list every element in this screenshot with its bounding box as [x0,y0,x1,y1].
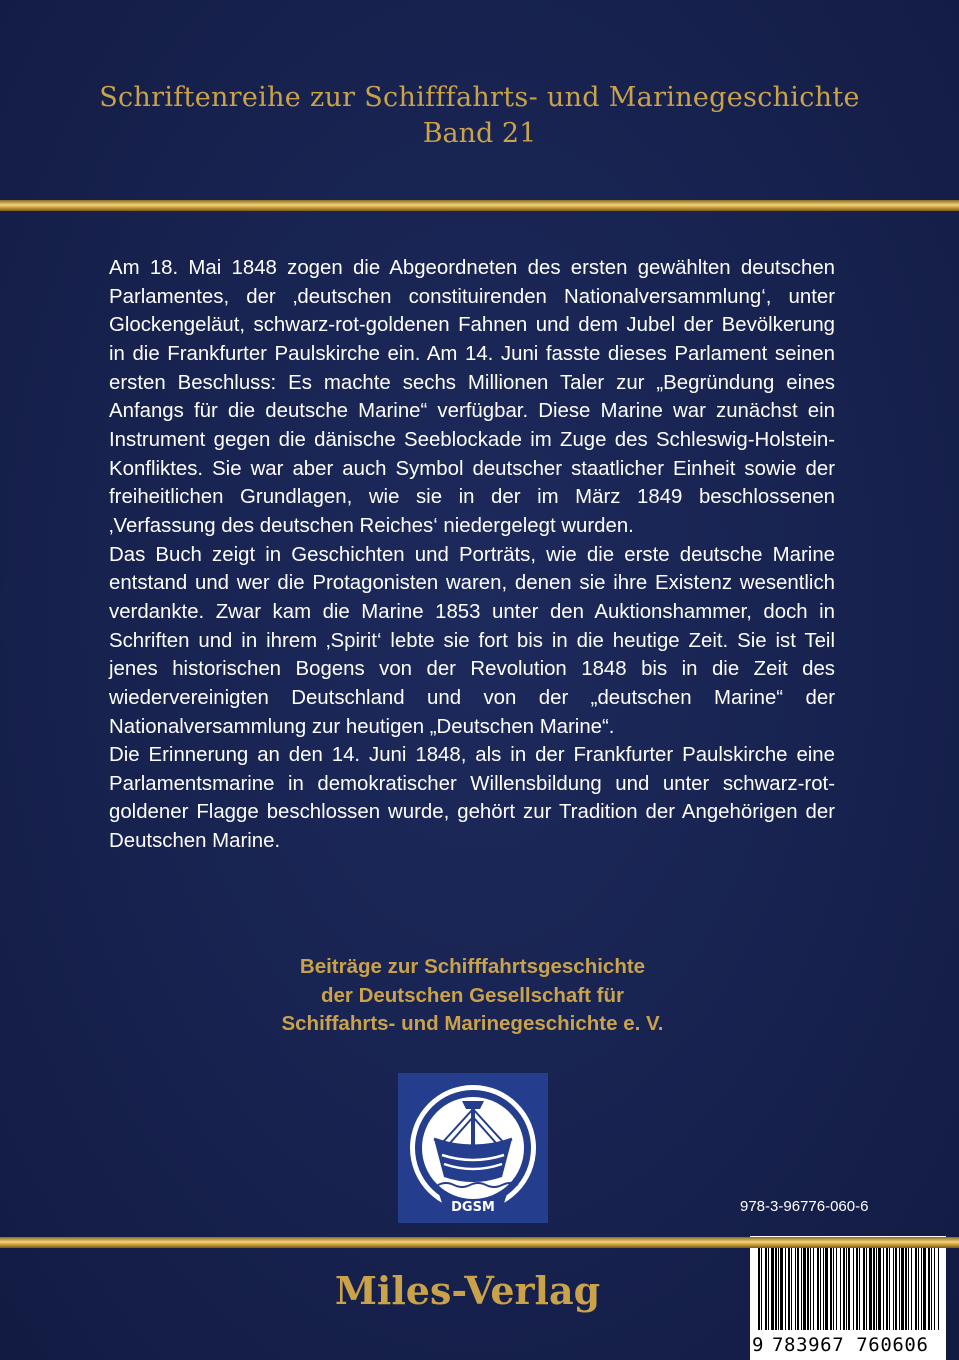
barcode-digit-groups: 783967 760606 [772,1334,929,1356]
blurb-paragraph-2: Das Buch zeigt in Geschichten und Porträts, wie die erste deutsche Marine entstand und wer die Protagonisten waren, denen sie ihre Existenz wesentlich verdankte. Zwar kam die Marine 1853 unter den Auktionshammer, doch in Schriften und in ihrem ‚Spirit‘ lebte sie fort bis in die heutige Zeit. Sie ist Teil jenes historischen Bogens von der Revolution 1848 bis in die Zeit des wiedervereinigten Deutschland und von der „deutschen Marine“ der Nationalversammlung zur heutigen „Deutschen Marine“. [109,543,835,738]
blurb-text [109,254,835,856]
blurb-paragraph-3: Die Erinnerung an den 14. Juni 1848, als in der Frankfurter Paulskirche eine Parlamentsmarine in demokratischer Willensbildung und unter schwarz-rot-goldener Flagge beschlossen wurde, gehört zur Tradition der Angehörigen der Deutschen Marine. [109,744,835,853]
barcode-digits [750,1332,946,1358]
barcode-bar [938,1240,939,1330]
contribution-line-2: der Deutschen Gesellschaft für [320,983,625,1007]
contribution-line-1: Beiträge zur Schifffahrtsgeschichte [299,955,646,978]
series-contribution-note [0,953,945,1039]
logo-label: DGSM [451,1200,495,1215]
dgsm-logo [398,1073,548,1223]
isbn-number: 978-3-96776-060-6 [740,1198,869,1215]
series-title: Schriftenreihe zur Schifffahrts- und Marinegeschichte [99,82,860,113]
ship-seal-icon [398,1073,548,1223]
contribution-line-3: Schiffahrts- und Marinegeschichte e. V. [281,1012,664,1035]
gold-divider-bottom [0,1237,959,1248]
gold-divider-top [0,200,959,211]
barcode-lead-digit: 9 [752,1334,764,1356]
series-volume: Band 21 [422,118,537,149]
blurb-paragraph-1: Am 18. Mai 1848 zogen die Abgeordneten des ersten gewählten deutschen Parlamentes, der ‚deutschen constituirenden Nationalversammlung‘, unter Glockengeläut, schwarz-rot-goldenen Fahnen und dem Jubel der Bevölkerung in die Frankfurter Paulskirche ein. Am 14. Juni fasste dieses Parlament seinen ersten Beschluss: Es machte sechs Millionen Taler zur „Begründung eines Anfangs für die deutsche Marine“ verfügbar. Diese Marine war zunächst ein Instrument gegen die dänische Seeblockade im Zuge des Schleswig-Holstein-Konfliktes. Sie war aber auch Symbol deutscher staatlicher Einheit sowie der freiheitlichen Grundlagen, wie sie in der im März 1849 beschlossenen ‚Verfassung des deutschen Reiches‘ niedergelegt wurden. [109,257,835,537]
publisher-name: Miles-Verlag [334,1268,601,1313]
